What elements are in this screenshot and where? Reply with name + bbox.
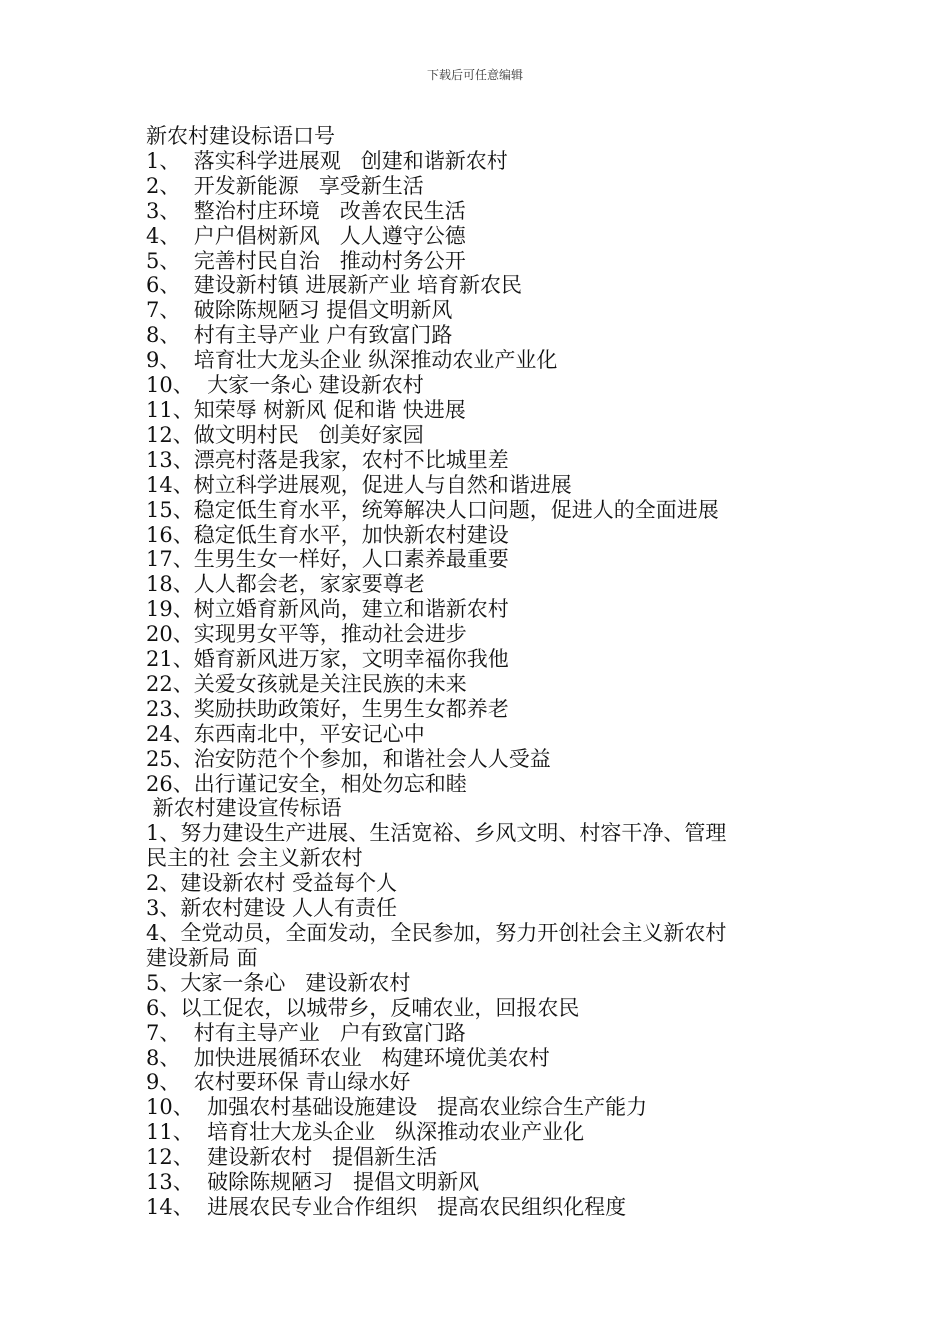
slogan-item: 12、 建设新农村 提倡新生活 — [146, 1145, 438, 1170]
slogan-item: 2、 开发新能源 享受新生活 — [146, 173, 424, 198]
slogan-item: 6、 建设新村镇 进展新产业 培育新农民 — [146, 273, 523, 298]
slogan-item: 9、 农村要环保 青山绿水好 — [146, 1070, 411, 1095]
slogan-item: 10、 大家一条心 建设新农村 — [146, 373, 424, 398]
slogan-item: 16、稳定低生育水平，加快新农村建设 — [146, 522, 509, 547]
slogan-item: 25、治安防范个个参加，和谐社会人人受益 — [146, 746, 551, 771]
slogan-item: 9、 培育壮大龙头企业 纵深推动农业产业化 — [146, 348, 558, 373]
section-title-propaganda: 新农村建设宣传标语 — [146, 796, 342, 821]
slogan-list-2 — [146, 821, 826, 1220]
slogan-item: 7、 村有主导产业 户有致富门路 — [146, 1020, 466, 1045]
slogan-item: 19、树立婚育新风尚，建立和谐新农村 — [146, 597, 509, 622]
slogan-item: 4、全党动员，全面发动，全民参加，努力开创社会主义新农村 建设新局 面 — [146, 921, 727, 970]
slogan-item: 3、新农村建设 人人有责任 — [146, 896, 398, 921]
slogan-item: 6、以工促农，以城带乡，反哺农业，回报农民 — [146, 995, 580, 1020]
slogan-item: 22、关爱女孩就是关注民族的未来 — [146, 671, 467, 696]
slogan-item: 10、 加强农村基础设施建设 提高农业综合生产能力 — [146, 1095, 648, 1120]
document-body — [146, 124, 826, 1220]
slogan-item: 2、建设新农村 受益每个人 — [146, 871, 398, 896]
slogan-item: 24、东西南北中，平安记心中 — [146, 721, 425, 746]
slogan-item: 8、 加快进展循环农业 构建环境优美农村 — [146, 1045, 550, 1070]
slogan-item: 1、努力建设生产进展、生活宽裕、乡风文明、村容干净、管理 民主的社 会主义新农村 — [146, 821, 727, 871]
slogan-item: 5、大家一条心 建设新农村 — [146, 970, 411, 995]
slogan-item: 14、 进展农民专业合作组织 提高农民组织化程度 — [146, 1194, 627, 1219]
slogan-list-1 — [146, 149, 826, 797]
slogan-item: 13、 破除陈规陋习 提倡文明新风 — [146, 1170, 480, 1195]
slogan-item: 21、婚育新风进万家，文明幸福你我他 — [146, 647, 509, 672]
slogan-item: 20、实现男女平等，推动社会进步 — [146, 622, 467, 647]
slogan-item: 26、出行谨记安全，相处勿忘和睦 — [146, 771, 467, 796]
slogan-item: 4、 户户倡树新风 人人遵守公德 — [146, 223, 466, 248]
page-header: 下载后可任意编辑 — [426, 68, 523, 82]
slogan-item: 14、树立科学进展观，促进人与自然和谐进展 — [146, 472, 572, 497]
slogan-item: 1、 落实科学进展观 创建和谐新农村 — [146, 148, 508, 173]
slogan-item: 18、人人都会老，家家要尊老 — [146, 572, 425, 597]
slogan-item: 12、做文明村民 创美好家园 — [146, 422, 424, 447]
section-title-slogans: 新农村建设标语口号 — [146, 124, 335, 148]
slogan-item: 15、稳定低生育水平，统筹解决人口问题，促进人的全面进展 — [146, 497, 719, 522]
slogan-item: 8、 村有主导产业 户有致富门路 — [146, 323, 453, 348]
slogan-item: 7、 破除陈规陋习 提倡文明新风 — [146, 298, 453, 323]
slogan-item: 11、 培育壮大龙头企业 纵深推动农业产业化 — [146, 1120, 585, 1145]
slogan-item: 17、生男生女一样好，人口素养最重要 — [146, 547, 509, 572]
slogan-item: 5、 完善村民自治 推动村务公开 — [146, 248, 466, 273]
slogan-item: 11、知荣辱 树新风 促和谐 快进展 — [146, 397, 466, 422]
slogan-item: 13、漂亮村落是我家，农村不比城里差 — [146, 447, 509, 472]
slogan-item: 23、奖励扶助政策好，生男生女都养老 — [146, 696, 509, 721]
slogan-item: 3、 整治村庄环境 改善农民生活 — [146, 198, 466, 223]
